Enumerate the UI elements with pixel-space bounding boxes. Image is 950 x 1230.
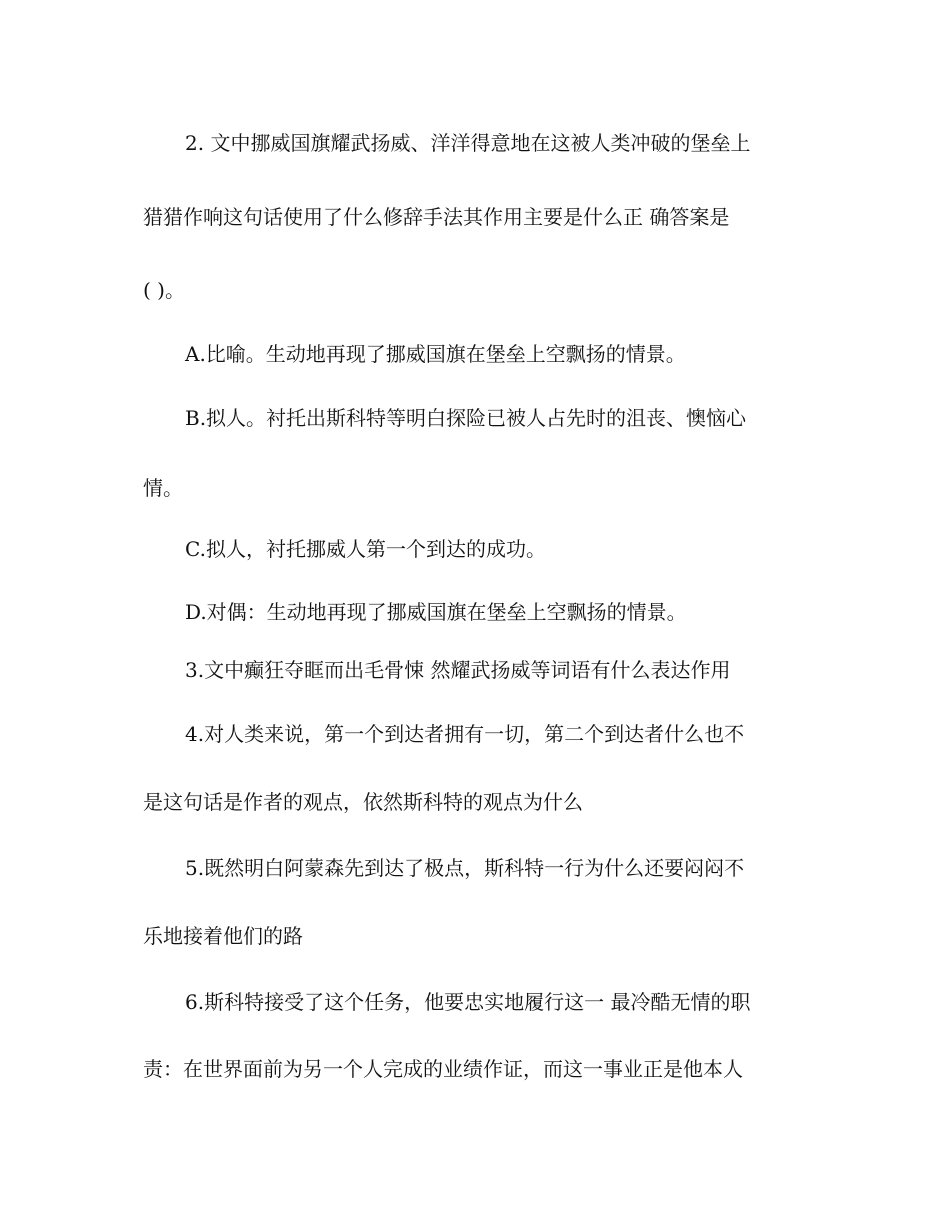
question-5-line-1: 5.既然明白阿蒙森先到达了极点，斯科特一行为什么还要闷闷不 [185,856,745,880]
question-6-line-2: 责：在世界面前为另一个人完成的业绩作证，而这一事业正是他本人 [143,1057,743,1081]
question-2-line-1: 2. 文中挪威国旗耀武扬威、洋洋得意地在这被人类冲破的堡垒上 [185,131,751,155]
question-2-line-3: ( )。 [143,278,185,302]
question-4-line-2: 是这句话是作者的观点，依然斯科特的观点为什么 [143,790,583,814]
question-6-line-1: 6.斯科特接受了这个任务，他要忠实地履行这一 最冷酷无情的职 [185,990,751,1014]
option-b-line-2: 情。 [143,476,183,500]
option-c: C.拟人，衬托挪威人第一个到达的成功。 [185,537,546,561]
option-a: A.比喻。生动地再现了挪威国旗在堡垒上空飘扬的情景。 [185,342,686,366]
option-b-line-1: B.拟人。衬托出斯科特等明白探险已被人占先时的沮丧、懊恼心 [185,406,747,430]
question-2-line-2: 猎猎作响这句话使用了什么修辞手法其作用主要是什么正 确答案是 [143,205,730,229]
question-3: 3.文中癫狂夺眶而出毛骨悚 然耀武扬威等词语有什么表达作用 [185,658,731,682]
question-4-line-1: 4.对人类来说，第一个到达者拥有一切，第二个到达者什么也不 [185,722,745,746]
option-d: D.对偶：生动地再现了挪威国旗在堡垒上空飘扬的情景。 [185,600,687,624]
question-5-line-2: 乐地接着他们的路 [143,924,303,948]
